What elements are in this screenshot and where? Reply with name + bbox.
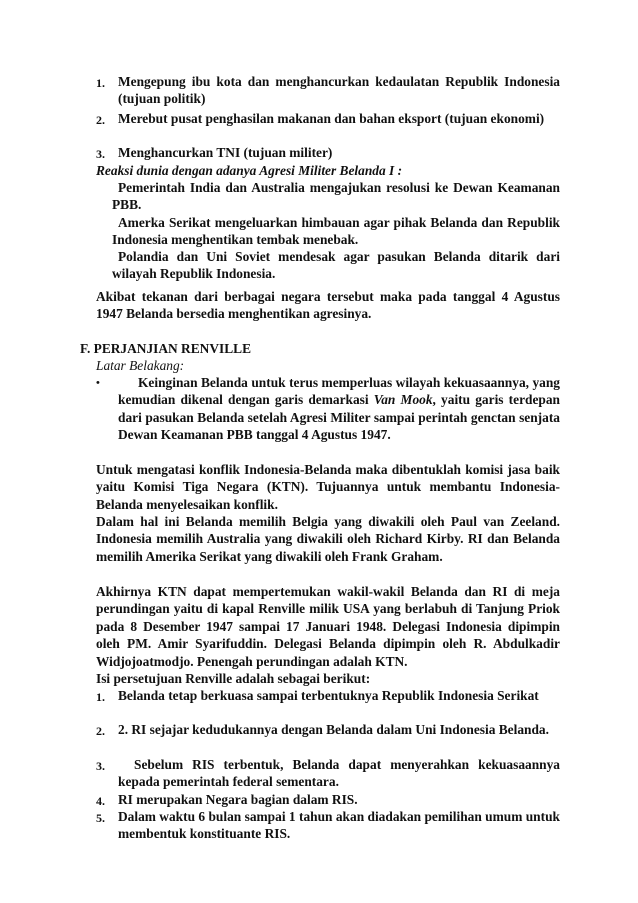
list-number: 5. [96,811,105,825]
reaksi-item: Amerka Serikat mengeluarkan himbauan agar pihak Belanda dan Republik Indonesia menghentikan tembak menebak. [112,215,560,248]
list-item: Mengepung ibu kota dan menghancurkan kedaulatan Republik Indonesia (tujuan politik) [118,74,560,107]
list-number: 2. [96,113,105,127]
latar-text-a: Keinginan Belanda untuk terus memperluas wilayah kekuasaannya, yang kemudian dikenal dengan garis demarkasi [118,375,560,408]
list-number: 4. [96,794,105,808]
list-number: 3. [96,759,105,773]
bullet: • [96,377,100,389]
isi-heading: Isi persetujuan Renville adalah sebagai berikut: [96,671,371,686]
section-heading: F. PERJANJIAN RENVILLE [80,341,252,356]
latar-text-b: , yaitu garis terdepan dari pasukan Belanda setelah Agresi Militer sampai perintah genctan senjata Dewan Keamanan PBB tanggal 4 Agustus 1947. [118,392,560,443]
list-number: 1. [96,76,105,90]
reaksi-item: Polandia dan Uni Soviet mendesak agar pasukan Belanda ditarik dari wilayah Republik Indonesia. [112,249,560,282]
list-item: Merebut pusat penghasilan makanan dan bahan eksport (tujuan ekonomi) [118,111,545,126]
akhirnya-paragraph: Akhirnya KTN dapat mempertemukan wakil-wakil Belanda dan RI di meja perundingan yaitu di kapal Renville milik USA yang berlabuh di Tanjung Priok pada 8 Desember 1947 sampai 17 Januari 1948. Delegasi Indonesia dipimpin oleh PM. Amir Syarifuddin. Delegasi Belanda dipimpin oleh R. Abdulkadir Widjojoatmodjo. Penengah perundingan adalah KTN. [96,584,560,669]
ktn-members-paragraph: Dalam hal ini Belanda memilih Belgia yang diwakili oleh Paul van Zeeland. Indonesia memilih Australia yang diwakili oleh Richard Kirby. RI dan Belanda memilih Amerika Serikat yang diwakili oleh Frank Graham. [96,514,560,564]
list-item: Menghancurkan TNI (tujuan militer) [118,145,333,160]
latar-paragraph [118,374,560,444]
list-number: 2. [96,724,105,738]
van-mook: Van Mook [373,392,433,408]
akibat-paragraph: Akibat tekanan dari berbagai negara tersebut maka pada tanggal 4 Agustus 1947 Belanda bersedia menghentikan agresinya. [96,289,560,322]
isi-item: RI merupakan Negara bagian dalam RIS. [118,792,358,807]
ktn-paragraph: Untuk mengatasi konflik Indonesia-Belanda maka dibentuklah komisi jasa baik yaitu Komisi Tiga Negara (KTN). Tujuannya untuk membantu Indonesia-Belanda menyelesaikan konflik. [96,462,560,512]
reaksi-heading: Reaksi dunia dengan adanya Agresi Militer Belanda I : [96,163,403,178]
isi-item: 2. RI sejajar kedudukannya dengan Belanda dalam Uni Indonesia Belanda. [118,722,549,737]
isi-item: Sebelum RIS terbentuk, Belanda dapat menyerahkan kekuasaannya kepada pemerintah federal sementara. [118,757,560,790]
list-number: 3. [96,147,105,161]
reaksi-item: Pemerintah India dan Australia mengajukan resolusi ke Dewan Keamanan PBB. [112,180,560,213]
list-number: 1. [96,690,105,704]
latar-label: Latar Belakang: [96,358,185,373]
isi-item: Dalam waktu 6 bulan sampai 1 tahun akan diadakan pemilihan umum untuk membentuk konstituante RIS. [118,809,560,842]
isi-item: Belanda tetap berkuasa sampai terbentuknya Republik Indonesia Serikat [118,688,539,703]
